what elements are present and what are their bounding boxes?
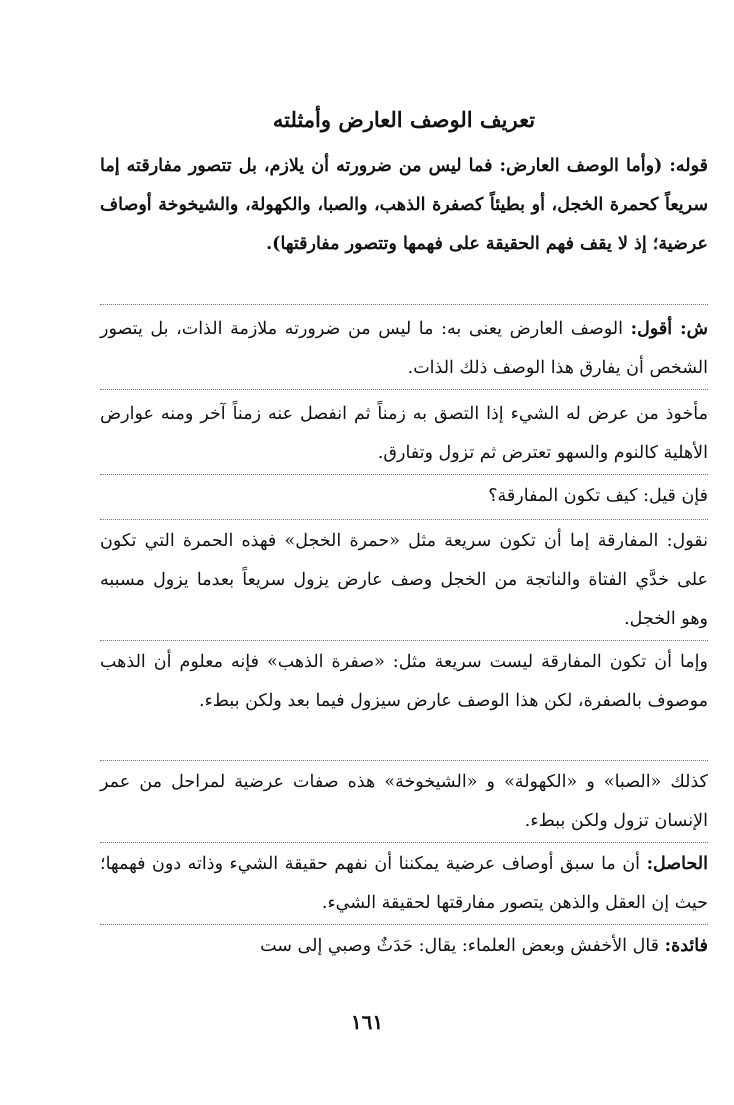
paragraph-question bbox=[100, 477, 708, 516]
paragraph-quote bbox=[100, 147, 708, 264]
section-title: تعريف الوصف العارض وأمثلته bbox=[272, 107, 536, 132]
paragraph-etymology bbox=[100, 395, 708, 473]
paragraph-slow-separation bbox=[100, 643, 708, 721]
paragraph-text: مأخوذ من عرض له الشيء إذا التصق به زمناً ثم انفصل عنه زمناً آخر ومنه عوارض الأهلية كالنوم والسهو تعترض ثم تزول وتفارق. bbox=[100, 404, 708, 463]
page-number: ١٦١ bbox=[350, 1010, 384, 1034]
paragraph-life-stages bbox=[100, 763, 708, 841]
paragraph-divider bbox=[100, 389, 708, 390]
paragraph-divider bbox=[100, 842, 708, 843]
paragraph-lead: ش: أقول: bbox=[630, 319, 708, 339]
paragraph-text: قال الأخفش وبعض العلماء: يقال: حَدَثٌ وصبي إلى ست bbox=[260, 936, 660, 956]
paragraph-commentary bbox=[100, 310, 708, 388]
paragraph-text: (وأما الوصف العارض: فما ليس من ضرورته أن يلازم، بل تتصور مفارقته إما سريعاً كحمرة الخجل، أو بطيئاً كصفرة الذهب، والصبا، والكهولة، والشيخوخة أوصاف عرضية؛ إذ لا يقف فهم الحقيقة على فهمها وتتصور مفارقتها). bbox=[100, 156, 708, 254]
paragraph-divider bbox=[100, 924, 708, 925]
paragraph-text: نقول: المفارقة إما أن تكون سريعة مثل «حمرة الخجل» فهذه الحمرة التي تكون على خدَّي الفتاة والناتجة من الخجل وصف عارض يزول سريعاً بعدما يزول مسببه وهو الخجل. bbox=[100, 531, 708, 629]
paragraph-divider bbox=[100, 640, 708, 641]
paragraph-text: الوصف العارض يعنى به: ما ليس من ضرورته ملازمة الذات، بل يتصور الشخص أن يفارق هذا الوصف ذلك الذات. bbox=[100, 319, 708, 378]
paragraph-lead: قوله: bbox=[669, 156, 708, 176]
paragraph-lead: فائدة: bbox=[664, 936, 708, 956]
paragraph-text: كذلك «الصبا» و «الكهولة» و «الشيخوخة» هذه صفات عرضية لمراحل من عمر الإنسان تزول ولكن ببطء. bbox=[100, 772, 708, 831]
paragraph-lead: الحاصل: bbox=[646, 854, 708, 874]
paragraph-text: أن ما سبق أوصاف عرضية يمكننا أن نفهم حقيقة الشيء وذاته دون فهمها؛ حيث إن العقل والذهن يتصور مفارقتها لحقيقة الشيء. bbox=[100, 854, 708, 913]
paragraph-text: وإما أن تكون المفارقة ليست سريعة مثل: «صفرة الذهب» فإنه معلوم أن الذهب موصوف بالصفرة، لكن هذا الوصف عارض سيزول فيما بعد ولكن ببطء. bbox=[100, 652, 708, 711]
paragraph-divider bbox=[100, 760, 708, 761]
paragraph-text: فإن قيل: كيف تكون المفارقة؟ bbox=[488, 486, 708, 506]
paragraph-divider bbox=[100, 304, 708, 305]
paragraph-fast-separation bbox=[100, 522, 708, 639]
paragraph-conclusion bbox=[100, 845, 708, 923]
paragraph-benefit bbox=[100, 927, 708, 966]
paragraph-divider bbox=[100, 474, 708, 475]
paragraph-divider bbox=[100, 519, 708, 520]
